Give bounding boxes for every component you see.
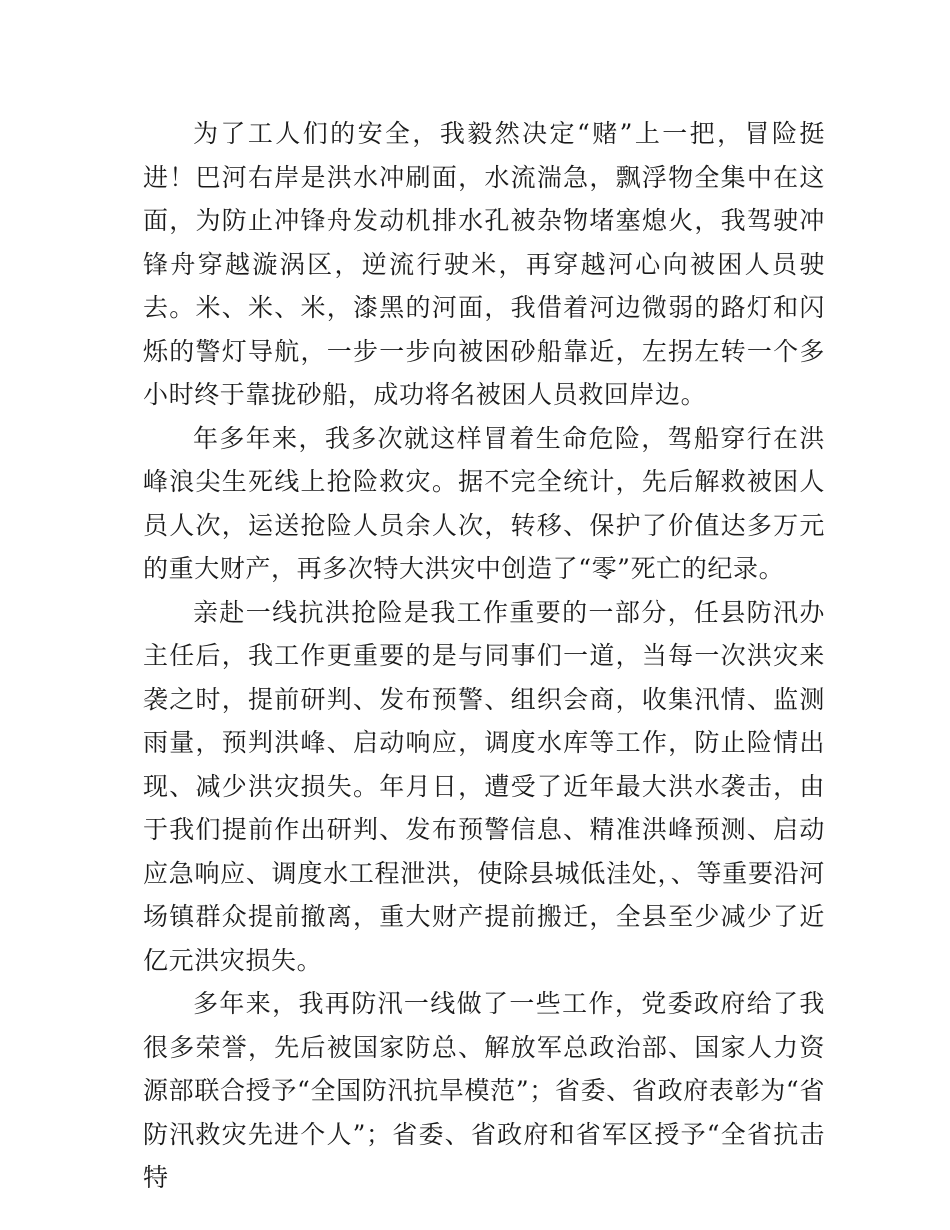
paragraph-rescue: 为了工人们的安全，我毅然决定“赌”上一把，冒险挺进！巴河右岸是洪水冲刷面，水流湍急，飘浮物全集中在这面，为防止冲锋舟发动机排水孔被杂物堵塞熄火，我驾驶冲锋舟穿越漩涡区，逆流行驶米，再穿越河心向被困人员驶去。米、米、米，漆黑的河面，我借着河边微弱的路灯和闪烁的警灯导航，一步一步向被困砂船靠近，左拐左转一个多小时终于靠拢砂船，成功将名被困人员救回岸边。	[143, 119, 825, 409]
paragraph-honors: 多年来，我再防汛一线做了一些工作，党委政府给了我很多荣誉，先后被国家防总、解放军总政治部、国家人力资源部联合授予“全国防汛抗旱模范”；省委、省政府表彰为“省防汛救灾先进个人”；省委、省政府和省军区授予“全省抗击特	[143, 989, 825, 1192]
paragraph-flood-office: 亲赴一线抗洪抢险是我工作重要的一部分，任县防汛办主任后，我工作更重要的是与同事们一道，当每一次洪灾来袭之时，提前研判、发布预警、组织会商，收集汛情、监测雨量，预判洪峰、启动响应，调度水库等工作，防止险情出现、减少洪灾损失。年月日，遭受了近年最大洪水袭击，由于我们提前作出研判、发布预警信息、精准洪峰预测、启动应急响应、调度水工程泄洪，使除县城低洼处，、等重要沿河场镇群众提前撤离，重大财产提前搬迁，全县至少减少了近亿元洪灾损失。	[143, 597, 825, 975]
document-body	[143, 112, 825, 1200]
paragraph-statistics: 年多年来，我多次就这样冒着生命危险，驾船穿行在洪峰浪尖生死线上抢险救灾。据不完全统计，先后解救被困人员人次，运送抢险人员余人次，转移、保护了价值达多万元的重大财产，再多次特大洪灾中创造了“零”死亡的纪录。	[143, 423, 825, 583]
